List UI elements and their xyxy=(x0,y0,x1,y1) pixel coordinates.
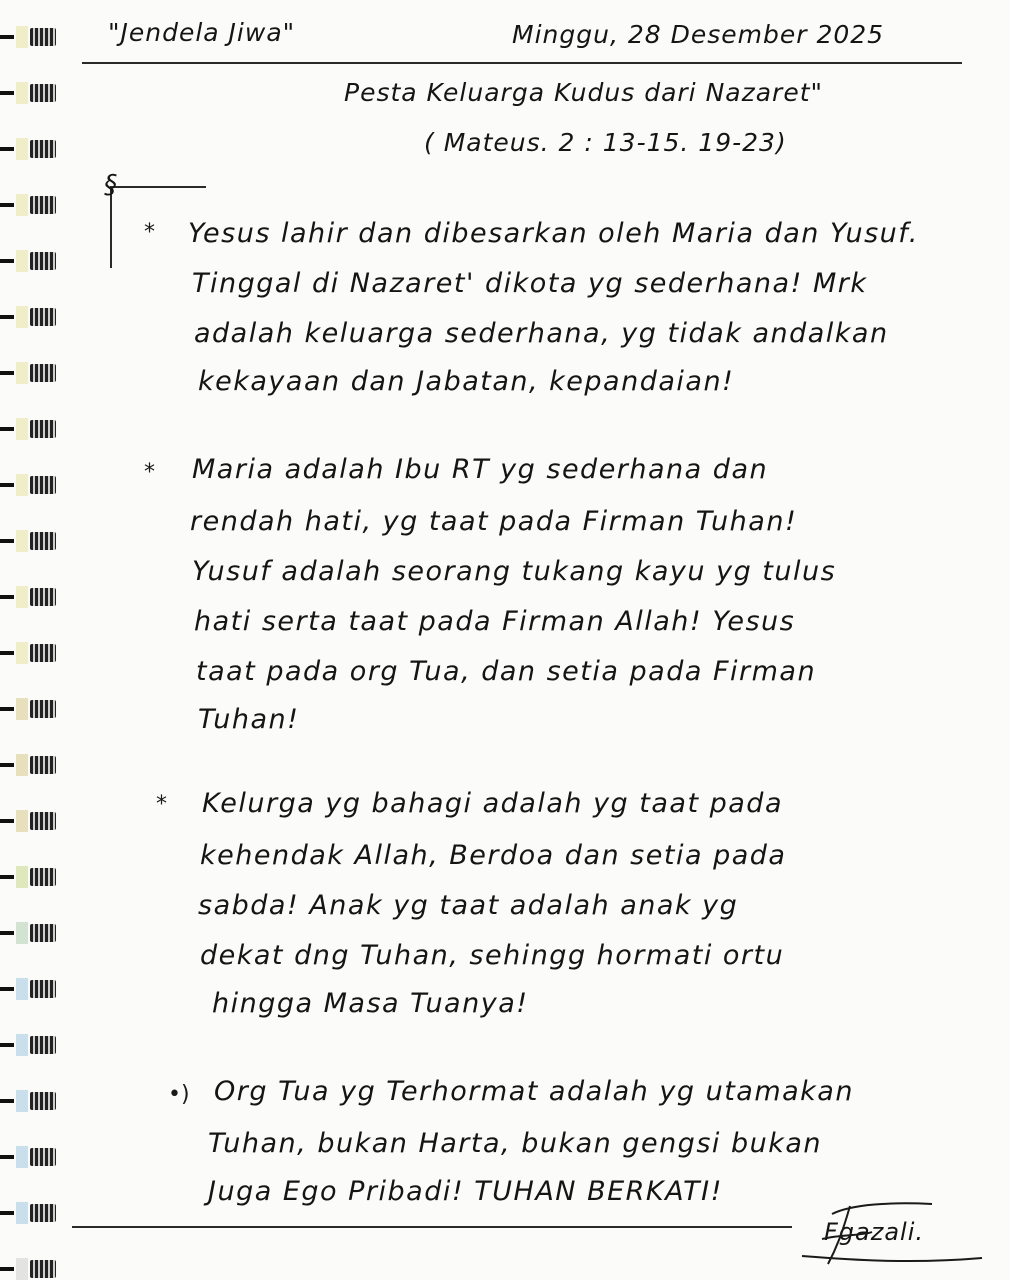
section-2-line-6: Tuhan! xyxy=(198,704,300,735)
section-2-line-5: taat pada org Tua, dan setia pada Firman xyxy=(196,656,817,687)
scripture-reference: ( Mateus. 2 : 13-15. 19-23) xyxy=(424,128,787,157)
spiral-ring xyxy=(0,642,68,664)
spiral-ring xyxy=(0,82,68,104)
spiral-ring xyxy=(0,26,68,48)
spiral-ring xyxy=(0,1258,68,1280)
feast-title: Pesta Keluarga Kudus dari Nazaret" xyxy=(344,78,823,107)
signature-flourish xyxy=(792,1194,992,1274)
section-2-line-1: Maria adalah Ibu RT yg sederhana dan xyxy=(192,454,769,485)
spiral-ring xyxy=(0,138,68,160)
bullet-1: * xyxy=(144,220,155,245)
bullet-2: * xyxy=(144,460,155,485)
section-4-line-2: Tuhan, bukan Harta, bukan gengsi bukan xyxy=(208,1128,823,1159)
spiral-ring xyxy=(0,810,68,832)
section-1-line-3: adalah keluarga sederhana, yg tidak andalkan xyxy=(194,318,889,349)
spiral-ring xyxy=(0,1202,68,1224)
section-1-line-4: kekayaan dan Jabatan, kepandaian! xyxy=(198,366,735,397)
spiral-ring xyxy=(0,922,68,944)
spiral-ring xyxy=(0,754,68,776)
section-3-line-1: Kelurga yg bahagi adalah yg taat pada xyxy=(202,788,783,819)
spiral-ring xyxy=(0,698,68,720)
spiral-ring xyxy=(0,250,68,272)
spiral-ring xyxy=(0,530,68,552)
section-4-line-3: Juga Ego Pribadi! TUHAN BERKATI! xyxy=(208,1176,723,1207)
spiral-ring xyxy=(0,866,68,888)
section-3-line-3: sabda! Anak yg taat adalah anak yg xyxy=(198,890,739,921)
spiral-ring xyxy=(0,418,68,440)
section-1-line-2: Tinggal di Nazaret' dikota yg sederhana! Mrk xyxy=(192,268,868,299)
margin-mark: § xyxy=(104,170,118,200)
bottom-rule-line xyxy=(72,1226,792,1228)
spiral-ring xyxy=(0,194,68,216)
spiral-ring xyxy=(0,1146,68,1168)
section-2-line-3: Yusuf adalah seorang tukang kayu yg tulus xyxy=(192,556,837,587)
margin-rule xyxy=(110,186,206,188)
section-3-line-4: dekat dng Tuhan, sehingg hormati ortu xyxy=(200,940,785,971)
section-2-line-2: rendah hati, yg taat pada Firman Tuhan! xyxy=(190,506,798,537)
notebook-page xyxy=(72,0,1010,1280)
section-1-line-1: Yesus lahir dan dibesarkan oleh Maria dan Yusuf. xyxy=(188,218,919,249)
spiral-ring xyxy=(0,1034,68,1056)
journal-title: "Jendela Jiwa" xyxy=(108,18,296,47)
spiral-ring xyxy=(0,306,68,328)
section-2-line-4: hati serta taat pada Firman Allah! Yesus xyxy=(194,606,796,637)
section-3-line-2: kehendak Allah, Berdoa dan setia pada xyxy=(200,840,787,871)
spiral-ring xyxy=(0,1090,68,1112)
section-4-line-1: Org Tua yg Terhormat adalah yg utamakan xyxy=(214,1076,854,1107)
top-rule-line xyxy=(82,62,962,64)
signature: Fgazali. xyxy=(824,1218,925,1246)
entry-date: Minggu, 28 Desember 2025 xyxy=(512,20,885,49)
spiral-binding xyxy=(0,0,72,1280)
section-3-line-5: hingga Masa Tuanya! xyxy=(212,988,529,1019)
spiral-ring xyxy=(0,978,68,1000)
bullet-3: * xyxy=(156,792,167,817)
spiral-ring xyxy=(0,586,68,608)
spiral-ring xyxy=(0,474,68,496)
spiral-ring xyxy=(0,362,68,384)
bullet-4: •) xyxy=(168,1082,190,1107)
